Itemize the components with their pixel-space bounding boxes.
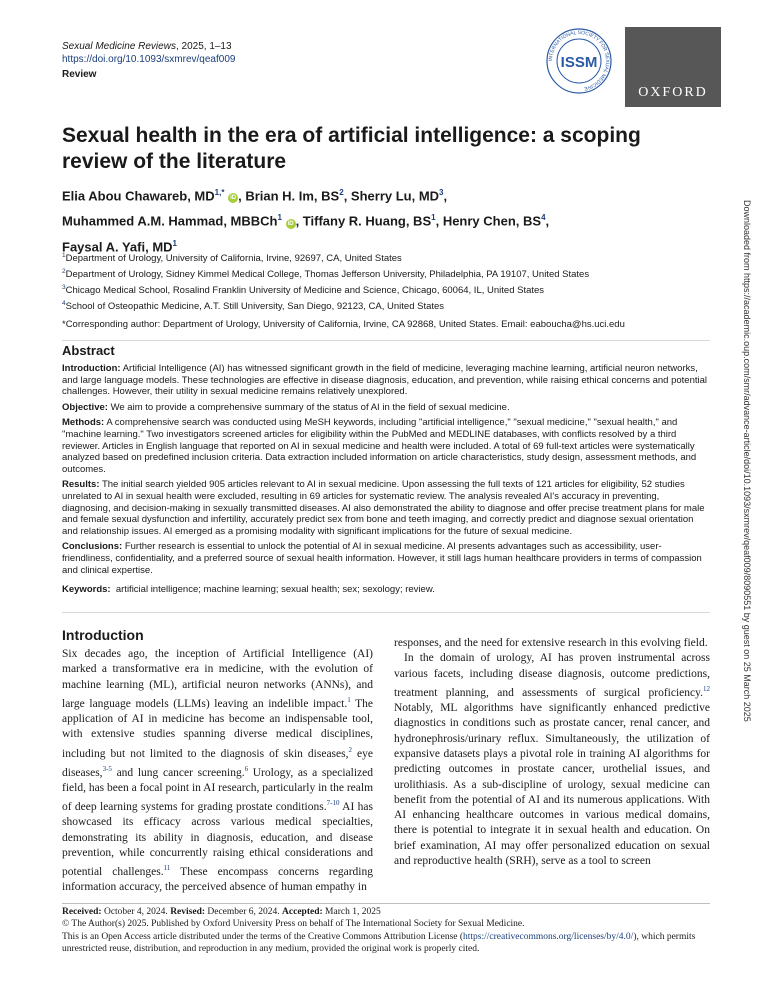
body-text: In the domain of urology, AI has proven instrumental across various facets, including disease diagnosis, outcome predictions, treatment planning, and assessments of surgical proficiency. [394, 652, 710, 699]
license-text: ), which permits unrestricted reuse, distribution, and reproduction in any medium, provided the original work is properly cited. [62, 931, 696, 955]
article-type: Review [62, 69, 97, 80]
affiliation-line [62, 265, 702, 281]
citation-link[interactable]: 2 [348, 745, 352, 754]
body-paragraph: responses, and the need for extensive research in this evolving field. [394, 637, 708, 649]
affiliation-text: Chicago Medical School, Rosalind Franklin University of Medicine and Science, Chicago, 60064, IL, United States [65, 285, 545, 297]
affiliation-text: Department of Urology, Sidney Kimmel Medical College, Thomas Jefferson University, Philadelphia, PA 19107, United States [65, 269, 590, 281]
author-sup: 4 [541, 213, 546, 223]
affiliation-sup: 4 [62, 300, 66, 308]
body-text: Six decades ago, the inception of Artificial Intelligence (AI) marked a transformative era in medicine, with the evolution of machine learning (ML), artificial neuron networks (ANNs), and large language models (LLMs) leaving an indelible impact. [62, 648, 373, 710]
introduction-heading: Introduction [62, 627, 144, 643]
author-sup: 2 [339, 188, 344, 197]
author-name: Elia Abou Chawareb, MD [62, 188, 215, 204]
issm-logo [545, 27, 613, 95]
body-paragraph [62, 647, 373, 896]
affiliation-text: School of Osteopathic Medicine, A.T. Still University, San Diego, 92123, CA, United States [65, 301, 445, 313]
author-name: Sherry Lu, MD [350, 188, 440, 204]
keywords-label: Keywords: [62, 584, 111, 596]
author-sup: 1 [277, 213, 282, 223]
author-list: Elia Abou Chawareb, $MD^{1,*}$ iD , Brian H. Im, $BS^2$, Sherry Lu, $MD^3$, Muhammed A.M. Hammad, MBBCh$^1$ iD , Tiffany R. Huang, $BS^1$, Henry Chen, $BS^4$, Faysal A. Yafi, $MD^1$ [62, 188, 550, 254]
citation-link[interactable]: 3-5 [102, 764, 112, 773]
abstract [62, 340, 710, 596]
affiliation-sup: 3 [62, 284, 66, 292]
affiliation-line [62, 249, 702, 265]
abstract-objective [62, 402, 710, 414]
author-name: Tiffany R. Huang, BS [302, 213, 432, 229]
section-text: The initial search yielded 905 articles relevant to AI in sexual medicine. Upon assessing the full texts of 121 articles for eligibility, 52 studies unrelated to AI in sexual health were excluded, resulting in 69 articles for systematic review. The analysis revealed AI's accuracy in preventing, diagnosing, and decision-making in sexually transmitted diseases. AI also demonstrated the ability to diagnose and offer precise treatment plans for male and female sexual dysfunction and infertility, accurately predict sex from bone and teeth imaging, and correctly predict and diagnose sexual orientation and relationship issues. AI emerged as a promising modality with significant implications for the future of sexual medicine. [62, 479, 705, 537]
body-text: The application of AI in medicine has become an indispensable tool, with extensive studies spanning diverse medical disciplines, including but not limited to the diagnosis of skin diseases, [62, 697, 374, 760]
section-label: Methods: [62, 417, 105, 429]
section-label: Conclusions: [62, 541, 123, 553]
date-label: Received: [62, 907, 102, 917]
citation-link[interactable]: 1 [347, 695, 351, 704]
publisher-name: OXFORD [638, 85, 708, 100]
affiliations [62, 249, 702, 331]
body-column-left [62, 647, 373, 896]
body-column-right [394, 636, 710, 869]
affiliation-text: Department of Urology, University of California, Irvine, 92697, CA, United States [65, 253, 402, 265]
copyright: © The Author(s) 2025. Published by Oxford University Press on behalf of The International Society for Sexual Medicine. [62, 919, 525, 930]
author-name: Muhammed A.M. Hammad, MBBCh [62, 213, 278, 229]
section-label: Objective: [62, 401, 108, 413]
journal-header [62, 40, 235, 81]
author-name: Faysal A. Yafi, MD [62, 238, 173, 254]
journal-name: Sexual Medicine Reviews [62, 41, 176, 52]
section-label: Results: [62, 479, 100, 491]
author-name: Brian H. Im, BS [245, 188, 340, 204]
download-note [736, 200, 756, 800]
orcid-icon[interactable]: iD [287, 220, 294, 227]
citation-link[interactable]: 11 [163, 864, 171, 873]
author-sup: 1 [431, 213, 436, 223]
orcid-icon[interactable]: iD [230, 195, 237, 202]
citation-link[interactable]: 6 [244, 764, 249, 773]
footer-divider [62, 903, 710, 904]
keywords [62, 584, 710, 596]
abstract-introduction [62, 363, 710, 398]
journal-pages: , 2025, 1–13 [175, 41, 232, 52]
history-dates [62, 906, 710, 918]
affiliation-line [62, 281, 702, 297]
author-sup: 3 [439, 188, 444, 197]
body-text: Notably, ML algorithms have significantly enhanced predictive diagnostics in conditions such as prostate cancer, renal cancer, and hydronephrosis/urinary reflux. Simultaneously, the utilization of expansive datasets plays a pivotal role in training AI algorithms for predicting outcomes in prostate cancer, urothelial issues, and urolithiasis. As a sub-discipline of urology, sexual medicine can benefit from the potential of AI and its numerous applications. With AI enhancing healthcare outcomes in various medical domains, there is potential to integrate it in sexual health and education. On brief examination, AI may offer personalized education on sexual and reproductive health (SRH), serve as a tool to screen [394, 702, 710, 867]
body-text: Urology, as a specialized field, has been a focal point in AI research, particularly in the realm of deep learning systems for grading prostate conditions. [62, 766, 374, 813]
license-link[interactable]: https://creativecommons.org/licenses/by/4.0/ [463, 931, 634, 942]
section-text: Artificial Intelligence (AI) has witnessed significant growth in the field of medicine, leveraging machine learning, artificial neuron networks, and large language models. These technologies are effective in disease diagnosis, education, and prevention, while raising ethical concerns and potential challenges. However, their utility in sexual medicine remains relatively unexplored. [62, 363, 708, 398]
article-footer [62, 906, 710, 956]
citation-link[interactable]: 7-10 [326, 799, 340, 808]
abstract-divider [62, 612, 710, 613]
date-label: Accepted: [282, 907, 323, 917]
abstract-results [62, 479, 710, 537]
section-label: Introduction: [62, 363, 121, 374]
body-text: These encompass concerns regarding information accuracy, the perceived absence of human empathy in [62, 866, 373, 894]
body-text: and lung cancer screening. [111, 766, 245, 779]
section-text: We aim to provide a comprehensive summary of the status of AI in the field of sexual medicine. [110, 401, 510, 413]
citation-link[interactable]: 12 [703, 684, 710, 693]
doi-link[interactable]: https://doi.org/10.1093/sxmrev/qeaf009 [62, 54, 236, 65]
abstract-heading: Abstract [62, 343, 115, 358]
affiliation-sup: 2 [62, 268, 66, 276]
author-name: Henry Chen, BS [442, 213, 542, 229]
keywords-text: artificial intelligence; machine learning; sexual health; sex; sexology; review. [115, 584, 435, 596]
license-text: This is an Open Access article distributed under the terms of the Creative Commons Attribution License ( [62, 931, 464, 942]
abstract-conclusions [62, 541, 710, 576]
body-text: eye diseases, [62, 747, 373, 779]
section-text: Further research is essential to unlock the potential of AI in sexual medicine. AI presents advantages such as accessibility, user-friendliness, confidentiality, and a preferred source of sexual health information. However, it still lags human healthcare providers in terms of compassion and clinical expertise. [62, 541, 702, 576]
date-value: March 1, 2025 [322, 907, 381, 917]
affiliation-line [62, 297, 702, 313]
date-value: October 4, 2024. [101, 907, 171, 917]
author-sup: 1,* [214, 188, 225, 197]
corresponding-author: *Corresponding author: Department of Urology, University of California, Irvine, CA 92868, United States. Email: eaboucha@hs.uci.edu [62, 318, 625, 330]
date-label: Revised: [170, 907, 206, 917]
section-text: A comprehensive search was conducted using MeSH keywords, including "artificial intelligence," "sexual medicine," "sexual health," and "machine learning." Two investigators screened articles for eligibility within the PubMed and MEDLINE databases, with conflicts resolved by a third reviewer. Articles in English language that reported on AI in sexual medicine and health were included. A total of 69 full-text articles were systematically analyzed based on predefined inclusion criteria. Data extraction included information on article characteristics, study design, assessment methods, and outcomes. [62, 417, 697, 475]
body-text: AI has showcased its efficacy across various medical specialties, demonstrating its ability in diagnosis, education, and disease prevention, while concurrently raising ethical considerations and potential challenges. [62, 800, 373, 878]
date-value: December 6, 2024. [205, 907, 283, 917]
issm-ring-text: INTERNATIONAL SOCIETY FOR SEXUAL MEDICINE [547, 29, 611, 92]
article-title: Sexual health in the era of artificial intelligence: a scoping review of the literature [62, 124, 641, 173]
oxford-logo [625, 27, 721, 107]
affiliation-sup: 1 [62, 252, 66, 259]
author-sup: 1 [172, 238, 177, 248]
download-note-text: Downloaded from https://academic.oup.com/smr/advance-article/doi/10.1093/sxmrev/qeaf009/8090551 by guest on 25 March 2025 [742, 200, 752, 722]
issm-letters: ISSM [560, 54, 598, 71]
body-paragraph [394, 651, 710, 869]
license [62, 931, 710, 956]
abstract-methods [62, 417, 710, 475]
